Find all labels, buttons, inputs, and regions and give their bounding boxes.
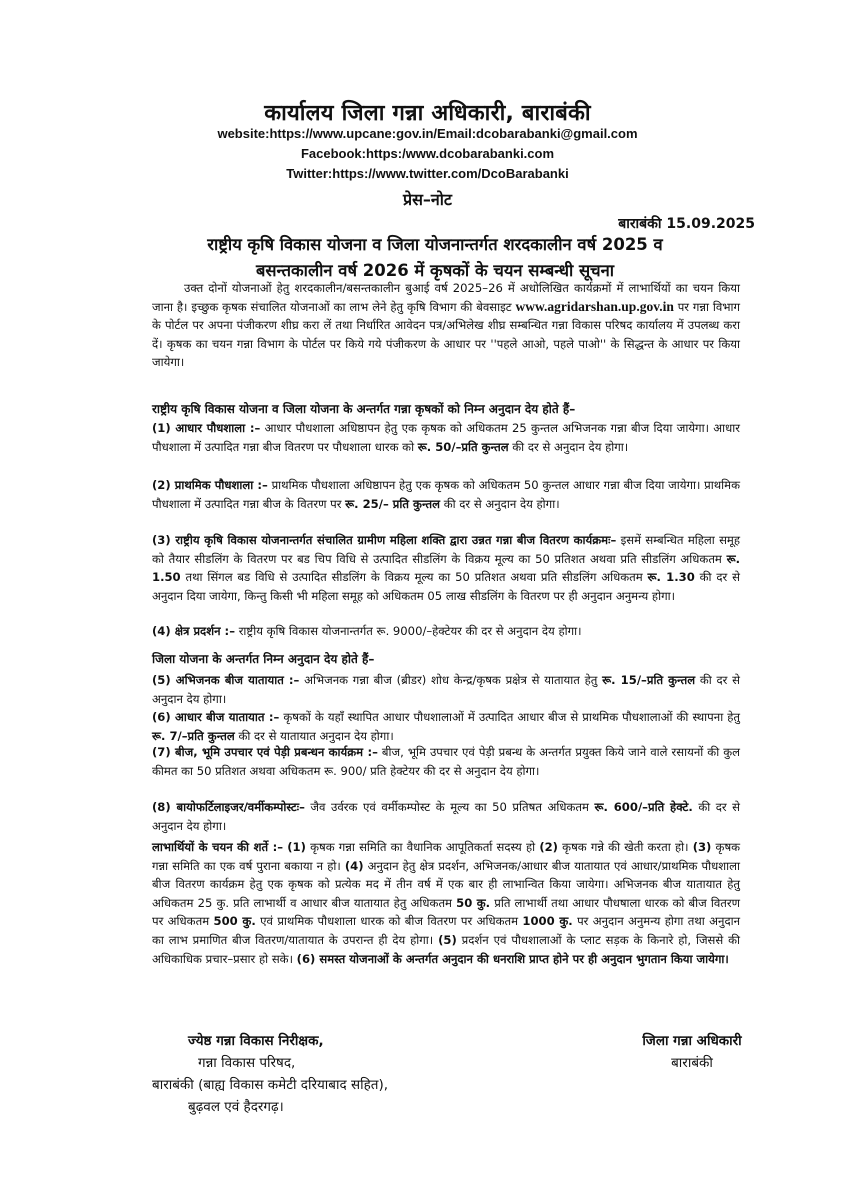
sig-left-areas: बुढ़वल एवं हैदरगढ़। (188, 1099, 284, 1115)
intro-text-1: उक्त दोनों योजनाओं हेतु शरदकालीन/बसन्तकालीन बुआई वर्ष 2025–26 में अधोलिखित कार्यक्रमों में लाभार्थियों का चयन किया जाना है। इच्छुक कृषक संचालित योजनाओं का लाभ लेने हेतु कृषि विभाग की बेवसाइट (152, 281, 740, 314)
sig-left-council: गन्ना विकास परिषद, (198, 1055, 296, 1071)
condition-1: कृषक गन्ना समिति का वैधानिक आपूतिकर्ता सदस्य हो (310, 840, 536, 854)
condition-1-num: (1) (287, 840, 306, 854)
item-8-rate: रू. 600/–प्रति हेक्टे. (594, 800, 693, 814)
subject-line-2: बसन्तकालीन वर्ष 2026 में कृषकों के चयन सम्बन्धी सूचना (255, 261, 615, 280)
condition-2: कृषक गन्ने की खेती करता हो। (562, 840, 689, 854)
intro-text-2: पर गन्ना विभाग के पोर्टल पर अपना पंजीकरण शीघ्र करा लें तथा निर्धारित आवेदन पत्र/अभिलेख शीघ्र सम्बन्धित गन्ना विकास परिषद कार्यालय में उपलब्ध करा दें। कृषक का चयन गन्ना विभाग के पोर्टल पर किये गये पंजीकरण के आधार पर ''पहले आओ, पहले पाओ'' के सिद्धन्त के आधार पर किया जायेगा। (152, 299, 741, 370)
item-4-text: राष्ट्रीय कृषि विकास योजनान्तर्गत रू. 9000/–हेक्टेयर की दर से अनुदान देय होगा। (238, 624, 582, 638)
subject-line-1: राष्ट्रीय कृषि विकास योजना व जिला योजनान्तर्गत शरदकालीन वर्ष 2025 व (207, 235, 663, 254)
condition-3-num: (3) (692, 840, 712, 854)
rkvy-heading: राष्ट्रीय कृषि विकास योजना व जिला योजना के अन्तर्गत गन्ना कृषकों को निम्न अनुदान देय होते हैं– (152, 402, 576, 416)
press-note-label: प्रेस–नोट (402, 190, 452, 209)
item-1 (152, 419, 740, 456)
item-4 (152, 622, 740, 641)
item-1-rate: रू. 50/–प्रति कुन्तल (417, 439, 509, 454)
item-6-title: (6) आधार बीज यातायात :– (152, 710, 280, 724)
item-3 (152, 531, 740, 605)
condition-4-text-2: प्रति लाभार्थी तथा आधार पौधषाला धारक को बीज वितरण पर अधिकतम (152, 895, 741, 929)
item-8-title: (8) बायोफर्टिलाइजर/वर्मीकम्पोस्टः– (152, 800, 305, 814)
condition-4-qty-1: 50 कु. (456, 895, 491, 910)
rkvy-section (152, 400, 740, 419)
condition-4-qty-2: 500 कु. (213, 914, 256, 929)
condition-5: प्रदर्शन एवं पौधशालाओं के प्लाट सड़क के किनारे हो, जिससे की अधिकाधिक प्रचार–प्रसार हो सके। (152, 932, 741, 966)
twitter-line: Twitter:https://www.twitter.com/DcoBarabanki (286, 166, 569, 181)
conditions-paragraph (152, 838, 740, 968)
item-2-text-1: प्राथमिक पौधशाला अधिष्ठापन हेतु एक कृषक को अधिकतम 50 कुन्तल आधार गन्ना बीज दिया जायेगा। प्राथमिक पौधशाला में उत्पादित गन्ना बीज के वितरण पर (152, 478, 740, 511)
condition-2-num: (2) (539, 840, 558, 854)
item-8 (152, 798, 740, 835)
item-5-text-1: अभिजनक गन्ना बीज (ब्रीडर) शोध केन्द्र/कृषक प्रक्षेत्र से यातायात हेतु (304, 673, 598, 687)
signature-block-right (612, 1030, 772, 1074)
website-email-line: website:https://www.upcane:gov.in/Email:dcobarabanki@gmail.com (217, 126, 638, 141)
signature-block-left (152, 1030, 492, 1118)
item-8-text-1: जैव उर्वरक एवं वर्मीकम्पोस्ट के मूल्य का 50 प्रतिषत अधिकतम (310, 800, 589, 814)
condition-4-text-4: पर अनुदान अनुमन्य होगा तथा अनुदान का लाभ प्रमाणित बीज वितरण/यातायात के उपरान्त ही देय होगा। (152, 914, 741, 947)
item-6 (152, 708, 740, 745)
item-2-rate: रू. 25/– प्रति कुन्तल (345, 496, 440, 511)
item-7 (152, 743, 740, 780)
item-7-title: (7) बीज, भूमि उपचार एवं पेड़ी प्रबन्धन कार्यक्रम :– (152, 745, 378, 759)
item-2-text-2: की दर से अनुदान देय होगा। (443, 496, 560, 511)
item-5-text-2: की दर से अनुदान देय होगा। (152, 673, 740, 706)
item-1-title: (1) आधार पौधशाला :– (152, 421, 261, 435)
agridarshan-url: www.agridarshan.up.gov.in (515, 298, 674, 314)
condition-4-text-1: अनुदान हेतु क्षेत्र प्रदर्शन, अभिजनक/आधार बीज यातायात एवं आधार/प्राथमिक पौधशाला बीज वितरण कार्यक्रम हेतु एक कृषक को प्रत्येक मद में तीन वर्ष में एक बार ही लाभान्वित किया जायेगा। अभिजनक बीज यातायात हेतु अधिकतम 25 कु. प्रति लाभार्थी व आधार बीज यातायात हेतु अधिकतम (152, 858, 740, 910)
item-6-rate: रू. 7/–प्रति कुन्तल (152, 728, 235, 743)
item-2 (152, 476, 740, 513)
condition-4-text-3: एवं प्राथमिक पौधशाला धारक को बीज वितरण पर अधिकतम (260, 914, 519, 929)
item-5 (152, 671, 740, 708)
item-6-text-1: कृषकों के यहाँ स्थापित आधार पौधशालाओं में उत्पादित आधार बीज से प्राथमिक पौधशालाओं की स्थापना हेतु (283, 710, 741, 724)
condition-3: कृषक गन्ना समिति का एक वर्ष पुराना बकाया न हो। (152, 840, 741, 873)
item-3-text-3: की दर से अनुदान दिया जायेगा, किन्तु किसी भी महिला समूह को अधिकतम 05 लाख सीडलिंग के वितरण पर ही अनुदान अनुमन्य होगा। (152, 570, 740, 603)
item-3-text-1: इसमें सम्बन्धित महिला समूह को तैयार सीडलिंग के वितरण पर बड चिप विधि से उत्पादित सीडलिंग के विक्रय मूल्य का 50 प्रतिशत अथवा प्रति सीडलिंग अधिकतम (152, 533, 741, 566)
conditions-title: लाभार्थियों के चयन की शर्ते :– (152, 840, 284, 854)
facebook-line: Facebook:https:/www.dcobarabanki.com (300, 146, 555, 161)
item-3-text-2: तथा सिंगल बड विधि से उत्पादित सीडलिंग के विक्रय मूल्य का 50 प्रतिशत अथवा प्रति सीडलिंग अधिकतम (185, 570, 643, 585)
district-section (152, 650, 740, 669)
sig-left-designation: ज्येष्ठ गन्ना विकास निरीक्षक, (188, 1033, 324, 1049)
sig-left-location: बाराबंकी (बाह्य विकास कमेटी दरियाबाद सहित), (152, 1077, 389, 1093)
item-3-rate-1: रू. 1.50 (152, 551, 741, 585)
item-8-text-2: की दर से अनुदान देय होगा। (152, 800, 741, 833)
item-1-text-2: की दर से अनुदान देय होगा। (512, 439, 629, 454)
item-5-title: (5) अभिजनक बीज यातायात :– (152, 673, 300, 687)
sig-right-designation: जिला गन्ना अधिकारी (642, 1033, 742, 1049)
item-6-text-2: की दर से यातायात अनुदान देय होगा। (238, 728, 394, 743)
date-line: बाराबंकी 15.09.2025 (618, 216, 755, 232)
sig-right-location: बाराबंकी (671, 1055, 713, 1071)
item-5-rate: रू. 15/–प्रति कुन्तल (602, 673, 696, 687)
item-3-title: (3) राष्ट्रीय कृषि विकास योजनान्तर्गत संचालित ग्रामीण महिला शक्ति द्वारा उन्नत गन्ना बीज वितरण कार्यक्रमः– (152, 533, 617, 547)
item-3-rate-2: रू. 1.30 (647, 570, 695, 585)
office-title: कार्यालय जिला गन्ना अधिकारी, बाराबंकी (264, 101, 591, 126)
item-4-title: (4) क्षेत्र प्रदर्शन :– (152, 624, 235, 638)
item-2-title: (2) प्राथमिक पौधशाला :– (152, 478, 268, 492)
item-7-text: बीज, भूमि उपचार एवं पेड़ी प्रबन्ध के अन्तर्गत प्रयुक्त किये जाने वाले रसायनों की कुल कीमत का 50 प्रतिशत अथवा अधिकतम रू. 900/ प्रति हेक्टेयर की दर से अनुदान देय होगा। (152, 745, 740, 778)
item-1-text-1: आधार पौधशाला अधिष्ठापन हेतु एक कृषक को अधिकतम 25 कुन्तल अभिजनक गन्ना बीज दिया जायेगा। आधार पौधशाला में उत्पादित गन्ना बीज वितरण पर पौधशाला धारक को (152, 421, 741, 454)
condition-5-num: (5) (438, 932, 457, 947)
intro-paragraph (152, 279, 740, 372)
district-heading: जिला योजना के अन्तर्गत निम्न अनुदान देय होते हैं– (152, 652, 375, 666)
condition-6: (6) समस्त योजनाओं के अन्तर्गत अनुदान की धनराशि प्राप्त होने पर ही अनुदान भुगतान किया जायेगा। (296, 951, 729, 966)
condition-4-qty-3: 1000 कु. (522, 914, 573, 929)
subject-heading (140, 232, 730, 284)
condition-4-num: (4) (344, 858, 364, 873)
